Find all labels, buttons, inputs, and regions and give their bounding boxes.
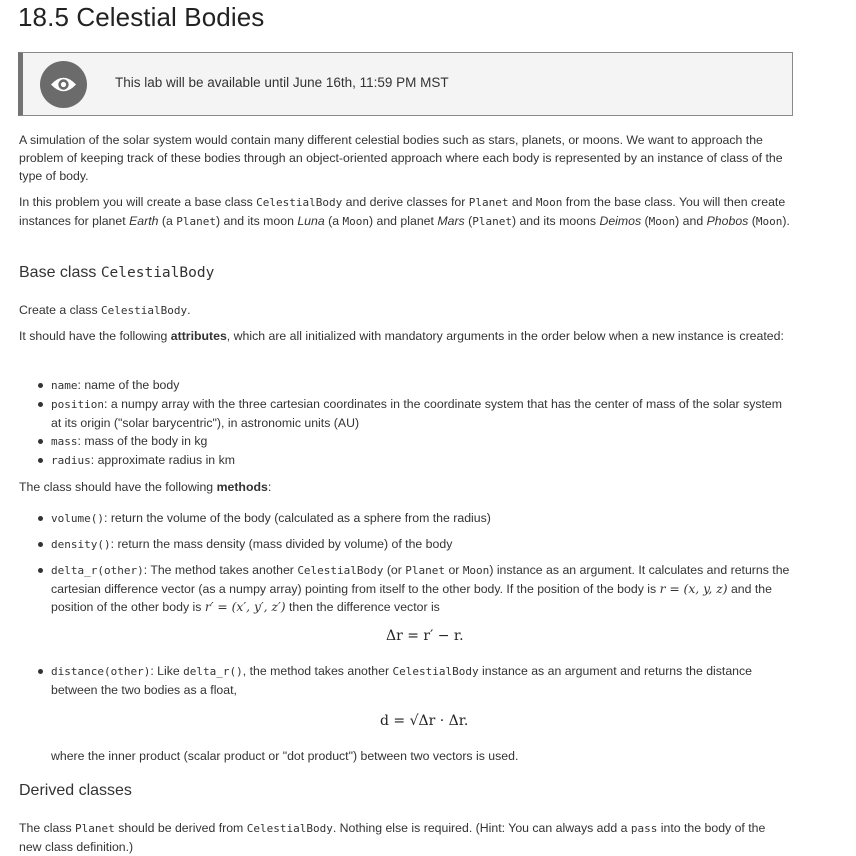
create-class-text: Create a class CelestialBody. bbox=[19, 303, 191, 317]
method-distance bbox=[19, 662, 791, 699]
eye-icon bbox=[40, 61, 87, 108]
list-item: density(): return the mass density (mass divided by volume) of the body bbox=[19, 535, 791, 554]
list-item: position: a numpy array with the three cartesian coordinates in the coordinate system that has the center of mass of the solar system at its origin ("solar barycentric"), in astronomic units (AU) bbox=[19, 395, 791, 432]
distance-equation: d = √Δr · Δr. bbox=[380, 713, 469, 729]
attributes-intro: It should have the following attributes, which are all initialized with mandatory arguments in the order below when a new instance is created: bbox=[19, 329, 784, 343]
availability-notice bbox=[18, 52, 793, 116]
page-title: 18.5 Celestial Bodies bbox=[18, 2, 265, 32]
list-item: volume(): return the volume of the body (calculated as a sphere from the radius) bbox=[19, 509, 791, 528]
delta-r-equation: Δr = r′ − r. bbox=[386, 628, 464, 644]
list-item: name: name of the body bbox=[19, 376, 791, 395]
method-delta-r bbox=[19, 561, 791, 616]
planet-class-text: The class Planet should be derived from CelestialBody. Nothing else is required. (Hint: You can always add a pass into the body of the new class definition.) bbox=[19, 821, 766, 854]
method-density bbox=[19, 535, 791, 554]
distance-note: where the inner product (scalar product or "dot product") between two vectors is used. bbox=[51, 749, 519, 763]
methods-intro: The class should have the following methods: bbox=[19, 480, 272, 494]
section-heading-base-class: Base class CelestialBody bbox=[19, 264, 215, 281]
list-item: radius: approximate radius in km bbox=[19, 451, 791, 470]
list-item: distance(other): Like delta_r(), the method takes another CelestialBody instance as an argument and returns the distance between the two bodies as a float, bbox=[19, 662, 791, 699]
list-item: delta_r(other): The method takes another CelestialBody (or Planet or Moon) instance as an argument. It calculates and returns the cartesian difference vector (as a numpy array) pointing from itself to the other body. If the position of the body is r = (x, y, z) and the position of the other body is r′ = (x′, y′, z′) then the difference vector is bbox=[19, 561, 791, 616]
intro-paragraph: A simulation of the solar system would contain many different celestial bodies such as stars, planets, or moons. We want to approach the problem of keeping track of these bodies through an object-oriented approach where each body is represented by an instance of class of the type of body. bbox=[19, 133, 783, 183]
task-paragraph: In this problem you will create a base class CelestialBody and derive classes for Planet and Moon from the base class. You will then create instances for planet Earth (a Planet) and its moon Luna (a Moon) and planet Mars (Planet) and its moons Deimos (Moon) and Phobos (Moon). bbox=[19, 195, 790, 228]
list-item: mass: mass of the body in kg bbox=[19, 432, 791, 451]
attributes-list bbox=[19, 376, 791, 470]
availability-text: This lab will be available until June 16th, 11:59 PM MST bbox=[115, 75, 449, 90]
method-volume bbox=[19, 509, 791, 528]
section-heading-derived-classes: Derived classes bbox=[19, 782, 132, 799]
